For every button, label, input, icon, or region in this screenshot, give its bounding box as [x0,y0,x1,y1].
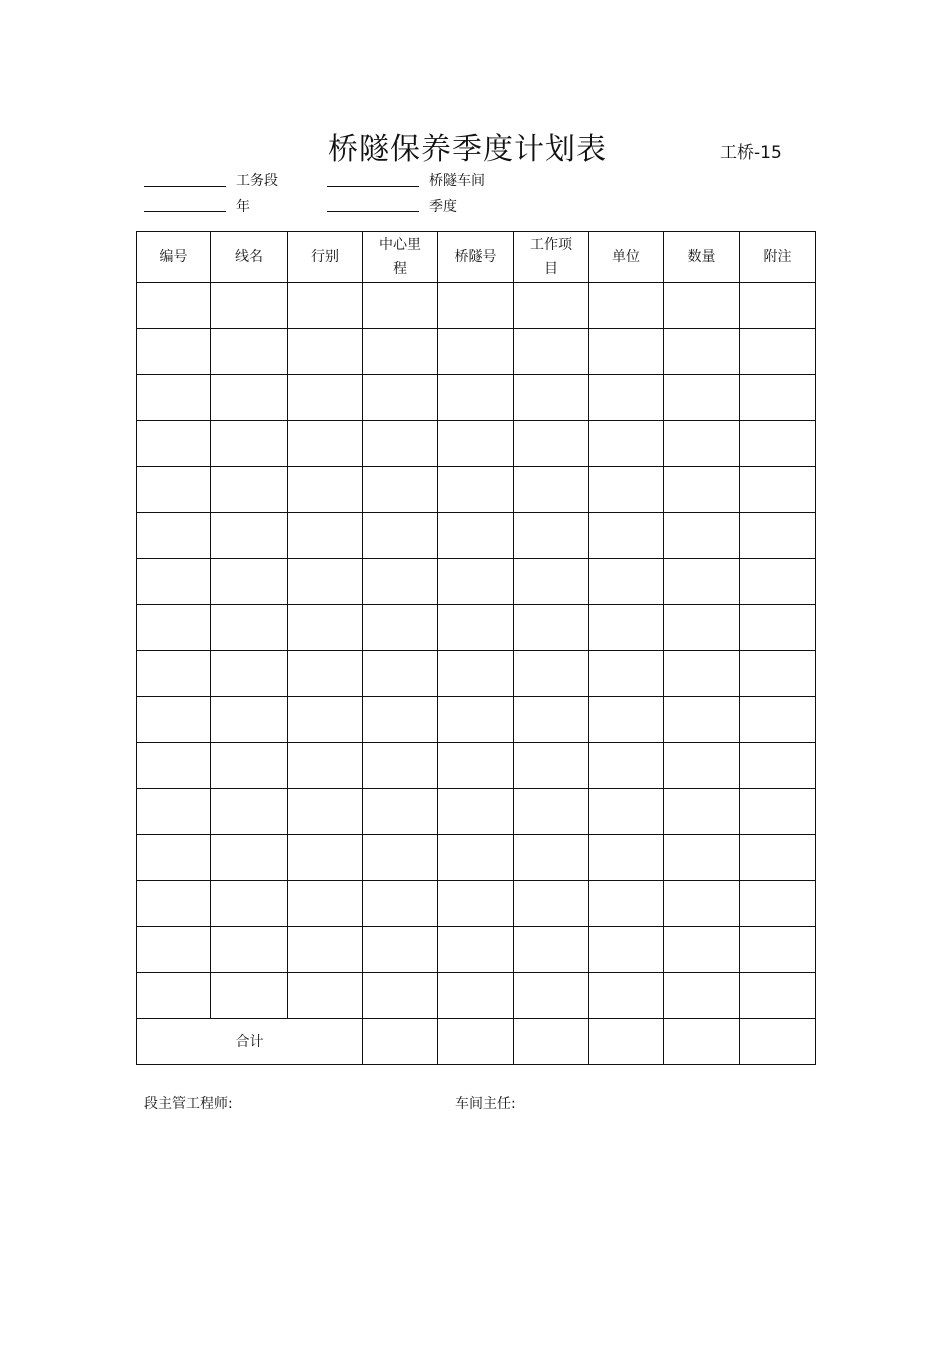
table-cell[interactable] [137,605,211,651]
table-cell[interactable] [589,835,664,881]
table-row [137,375,816,421]
table-cell[interactable] [288,375,363,421]
table-cell[interactable] [589,329,664,375]
table-cell[interactable] [438,835,514,881]
table-cell[interactable] [740,605,816,651]
table-cell[interactable] [589,375,664,421]
table-cell[interactable] [363,329,438,375]
total-cell[interactable] [363,1019,438,1065]
table-cell[interactable] [664,421,740,467]
table-cell[interactable] [740,697,816,743]
col-header-quantity: 数量 [664,232,740,283]
table-cell[interactable] [664,973,740,1019]
table-cell[interactable] [589,697,664,743]
table-cell[interactable] [137,743,211,789]
table-cell[interactable] [137,559,211,605]
table-cell[interactable] [438,283,514,329]
table-cell[interactable] [211,651,288,697]
table-cell[interactable] [137,467,211,513]
form-code: 工桥-15 [720,143,782,163]
page-title: 桥隧保养季度计划表 [328,132,607,167]
table-cell[interactable] [664,651,740,697]
table-cell[interactable] [438,927,514,973]
table-cell[interactable] [740,743,816,789]
table-cell[interactable] [288,421,363,467]
table-cell[interactable] [363,927,438,973]
table-cell[interactable] [288,743,363,789]
table-row [137,467,816,513]
table-cell[interactable] [514,375,589,421]
table-cell[interactable] [664,835,740,881]
table-cell[interactable] [211,789,288,835]
col-header-number: 编号 [137,232,211,283]
table-cell[interactable] [288,881,363,927]
year-field-line[interactable] [144,211,226,212]
table-row [137,789,816,835]
table-cell[interactable] [137,789,211,835]
table-cell[interactable] [438,467,514,513]
table-cell[interactable] [740,651,816,697]
table-cell[interactable] [211,559,288,605]
table-cell[interactable] [514,697,589,743]
table-total-row [137,1019,816,1065]
table-cell[interactable] [363,743,438,789]
table-cell[interactable] [589,559,664,605]
table-cell[interactable] [589,927,664,973]
table-row [137,651,816,697]
table-cell[interactable] [589,605,664,651]
table-row [137,421,816,467]
table-cell[interactable] [514,881,589,927]
table-cell[interactable] [438,789,514,835]
table-cell[interactable] [137,697,211,743]
table-cell[interactable] [664,605,740,651]
table-cell[interactable] [438,559,514,605]
table-row [137,605,816,651]
table-row [137,697,816,743]
table-cell[interactable] [740,559,816,605]
table-cell[interactable] [288,927,363,973]
section-field-label: 工务段 [236,173,278,189]
table-cell[interactable] [137,329,211,375]
table-cell[interactable] [438,651,514,697]
table-cell[interactable] [438,375,514,421]
table-cell[interactable] [363,973,438,1019]
workshop-field-label: 桥隧车间 [429,173,485,189]
table-cell[interactable] [211,973,288,1019]
engineer-signature-label: 段主管工程师: [144,1096,233,1112]
table-cell[interactable] [288,973,363,1019]
plan-table [136,231,816,1065]
table-cell[interactable] [589,513,664,559]
table-cell[interactable] [288,559,363,605]
table-cell[interactable] [514,559,589,605]
table-cell[interactable] [664,513,740,559]
table-cell[interactable] [740,375,816,421]
table-cell[interactable] [211,375,288,421]
table-cell[interactable] [514,467,589,513]
director-signature-label: 车间主任: [455,1096,516,1112]
table-cell[interactable] [514,329,589,375]
table-cell[interactable] [211,743,288,789]
col-header-line-name: 线名 [211,232,288,283]
table-cell[interactable] [137,421,211,467]
table-cell[interactable] [740,881,816,927]
table-cell[interactable] [438,421,514,467]
table-cell[interactable] [211,835,288,881]
table-row [137,927,816,973]
table-cell[interactable] [438,513,514,559]
table-cell[interactable] [740,467,816,513]
table-cell[interactable] [211,467,288,513]
table-cell[interactable] [363,835,438,881]
table-cell[interactable] [137,927,211,973]
total-cell[interactable] [740,1019,816,1065]
table-cell[interactable] [589,651,664,697]
table-cell[interactable] [363,559,438,605]
total-cell[interactable] [438,1019,514,1065]
table-cell[interactable] [740,283,816,329]
col-header-direction: 行别 [288,232,363,283]
table-cell[interactable] [363,467,438,513]
table-cell[interactable] [438,973,514,1019]
table-cell[interactable] [288,697,363,743]
table-cell[interactable] [740,329,816,375]
col-header-center-mileage: 中心里程 [363,232,438,283]
table-cell[interactable] [589,881,664,927]
table-cell[interactable] [740,421,816,467]
table-cell[interactable] [514,927,589,973]
table-cell[interactable] [514,513,589,559]
table-row [137,513,816,559]
table-cell[interactable] [438,329,514,375]
table-cell[interactable] [664,283,740,329]
table-row [137,283,816,329]
section-field-line[interactable] [144,186,226,187]
table-cell[interactable] [664,559,740,605]
table-cell[interactable] [137,651,211,697]
col-header-bridge-tunnel-no: 桥隧号 [438,232,514,283]
table-cell[interactable] [211,421,288,467]
total-cell[interactable] [514,1019,589,1065]
total-cell[interactable] [589,1019,664,1065]
table-cell[interactable] [514,605,589,651]
table-row [137,559,816,605]
table-cell[interactable] [288,329,363,375]
table-cell[interactable] [288,605,363,651]
table-cell[interactable] [288,835,363,881]
table-cell[interactable] [137,283,211,329]
table-cell[interactable] [589,467,664,513]
table-cell[interactable] [664,697,740,743]
table-cell[interactable] [514,283,589,329]
table-cell[interactable] [514,973,589,1019]
table-cell[interactable] [589,973,664,1019]
table-cell[interactable] [438,697,514,743]
table-cell[interactable] [363,283,438,329]
table-cell[interactable] [740,973,816,1019]
quarter-field-line[interactable] [327,211,419,212]
table-row [137,743,816,789]
table-cell[interactable] [740,835,816,881]
table-cell[interactable] [211,283,288,329]
table-cell[interactable] [363,605,438,651]
table-cell[interactable] [211,697,288,743]
table-cell[interactable] [363,697,438,743]
table-cell[interactable] [288,283,363,329]
table-cell[interactable] [664,329,740,375]
table-cell[interactable] [589,283,664,329]
total-cell[interactable] [664,1019,740,1065]
table-header-row [137,232,816,283]
table-cell[interactable] [589,789,664,835]
col-header-remarks: 附注 [740,232,816,283]
table-cell[interactable] [664,467,740,513]
table-cell[interactable] [438,743,514,789]
table-cell[interactable] [211,513,288,559]
table-cell[interactable] [288,789,363,835]
year-field-label: 年 [236,199,250,215]
table-cell[interactable] [137,835,211,881]
quarter-field-label: 季度 [429,199,457,215]
table-cell[interactable] [438,605,514,651]
col-header-unit: 单位 [589,232,664,283]
table-cell[interactable] [288,513,363,559]
table-cell[interactable] [211,605,288,651]
table-cell[interactable] [363,421,438,467]
table-cell[interactable] [137,881,211,927]
table-cell[interactable] [137,375,211,421]
table-cell[interactable] [288,467,363,513]
table-cell[interactable] [514,743,589,789]
table-row [137,835,816,881]
table-row [137,881,816,927]
table-cell[interactable] [514,651,589,697]
col-header-work-item: 工作项目 [514,232,589,283]
table-body [137,283,816,1065]
table-cell[interactable] [664,375,740,421]
table-cell[interactable] [211,881,288,927]
table-row [137,973,816,1019]
table-cell[interactable] [740,927,816,973]
workshop-field-line[interactable] [327,186,419,187]
table-cell[interactable] [211,329,288,375]
table-cell[interactable] [438,881,514,927]
table-cell[interactable] [363,789,438,835]
table-cell[interactable] [363,651,438,697]
table-row [137,329,816,375]
table-cell[interactable] [137,513,211,559]
table-cell[interactable] [664,789,740,835]
table-cell[interactable] [514,789,589,835]
table-cell[interactable] [664,881,740,927]
table-cell[interactable] [740,513,816,559]
total-label: 合计 [137,1019,363,1065]
table-cell[interactable] [363,881,438,927]
table-cell[interactable] [211,927,288,973]
table-cell[interactable] [740,789,816,835]
table-cell[interactable] [363,513,438,559]
table-cell[interactable] [514,835,589,881]
table-cell[interactable] [589,743,664,789]
table-cell[interactable] [664,927,740,973]
table-cell[interactable] [514,421,589,467]
table-cell[interactable] [288,651,363,697]
table-cell[interactable] [589,421,664,467]
table-cell[interactable] [137,973,211,1019]
table-cell[interactable] [363,375,438,421]
table-cell[interactable] [664,743,740,789]
